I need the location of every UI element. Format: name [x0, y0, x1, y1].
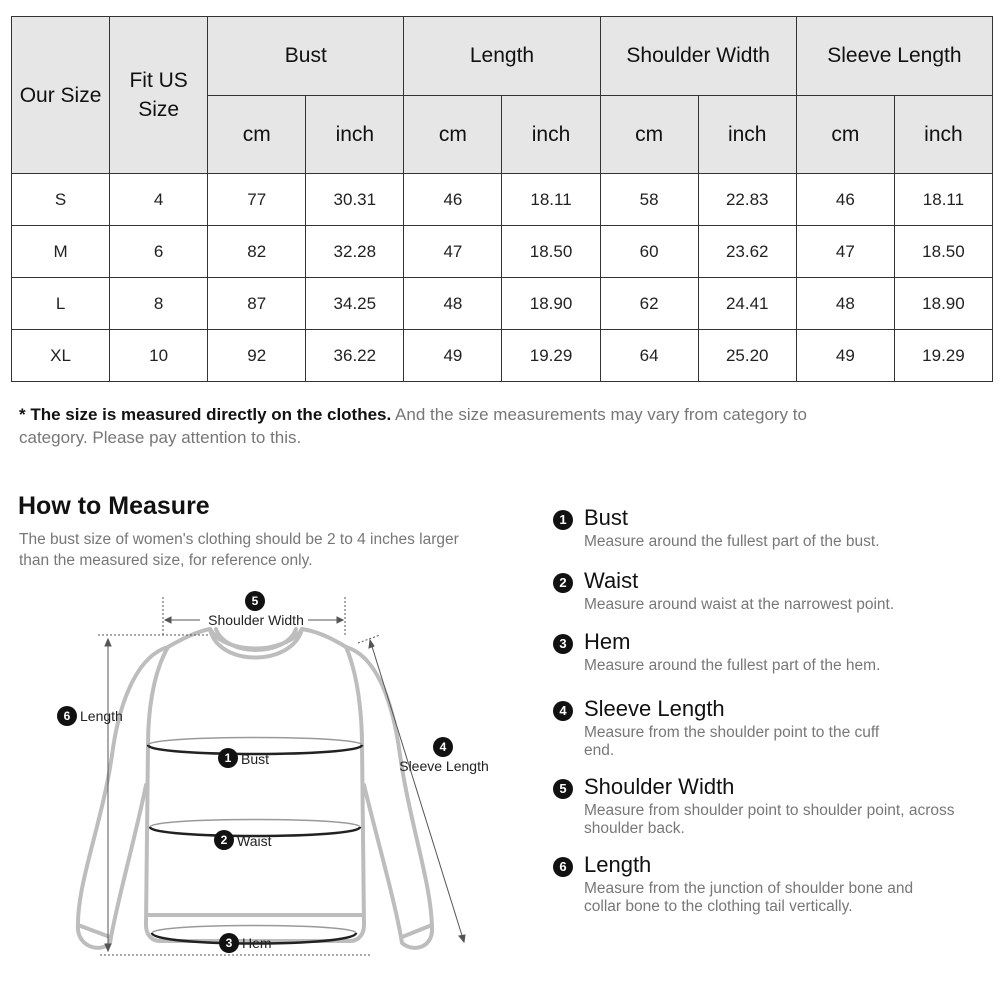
legend-title: Length: [584, 852, 652, 877]
table-cell: 92: [208, 330, 306, 382]
table-cell: 48: [796, 278, 894, 330]
label-sleeve: [399, 737, 489, 774]
table-cell: 60: [600, 226, 698, 278]
table-cell: 18.90: [894, 278, 992, 330]
label-bust: [218, 748, 269, 768]
table-cell: M: [12, 226, 110, 278]
label-shoulder: [208, 591, 304, 628]
size-note: [19, 403, 819, 449]
legend-description: Measure around waist at the narrowest point.: [584, 596, 895, 613]
sweater-measurement-diagram: [40, 585, 500, 970]
header-shoulder-width: Shoulder Width: [600, 17, 796, 96]
table-row: [12, 278, 993, 330]
table-cell: 47: [796, 226, 894, 278]
label-shoulder-number: 5: [251, 594, 259, 608]
unit-header: inch: [306, 96, 404, 174]
legend-description: Measure around the fullest part of the hem.: [584, 657, 881, 674]
label-waist-number: 2: [220, 833, 228, 847]
table-cell: 18.50: [502, 226, 600, 278]
table-cell: 18.50: [894, 226, 992, 278]
label-length-text: Length: [80, 708, 123, 724]
table-cell: 47: [404, 226, 502, 278]
sleeve-length-arrow: [358, 635, 465, 942]
how-to-measure-title: How to Measure: [18, 492, 210, 520]
table-row: [12, 330, 993, 382]
table-cell: 46: [796, 174, 894, 226]
table-cell: 25.20: [698, 330, 796, 382]
table-cell: 18.90: [502, 278, 600, 330]
table-cell: 23.62: [698, 226, 796, 278]
legend-number: 5: [553, 779, 573, 799]
header-length: Length: [404, 17, 600, 96]
size-chart-table: [11, 16, 993, 382]
table-cell: 49: [404, 330, 502, 382]
unit-header: cm: [404, 96, 502, 174]
header-our-size: Our Size: [12, 17, 110, 174]
table-cell: 36.22: [306, 330, 404, 382]
unit-header: cm: [796, 96, 894, 174]
table-cell: 58: [600, 174, 698, 226]
legend-description: Measure from the junction of shoulder bone and collar bone to the clothing tail vertically.: [584, 880, 914, 915]
table-cell: 62: [600, 278, 698, 330]
legend-number: 4: [553, 701, 573, 721]
sweater-outline: [78, 629, 432, 948]
legend-title: Sleeve Length: [584, 696, 725, 721]
table-cell: 19.29: [502, 330, 600, 382]
table-cell: 49: [796, 330, 894, 382]
legend-title: Bust: [584, 505, 629, 530]
table-cell: 46: [404, 174, 502, 226]
label-bust-number: 1: [224, 751, 232, 765]
table-cell: 10: [110, 330, 208, 382]
table-cell: 77: [208, 174, 306, 226]
label-waist-text: Waist: [237, 833, 272, 849]
legend-title: Waist: [584, 568, 639, 593]
label-hem-number: 3: [225, 936, 233, 950]
label-hem: [219, 933, 272, 953]
table-cell: L: [12, 278, 110, 330]
legend-title: Hem: [584, 629, 631, 654]
table-row: [12, 226, 993, 278]
table-cell: 87: [208, 278, 306, 330]
size-note-bold: * The size is measured directly on the clothes.: [19, 405, 392, 424]
table-cell: 34.25: [306, 278, 404, 330]
header-bust: Bust: [208, 17, 404, 96]
table-cell: 18.11: [502, 174, 600, 226]
table-cell: 82: [208, 226, 306, 278]
table-cell: 30.31: [306, 174, 404, 226]
label-shoulder-text: Shoulder Width: [208, 612, 304, 628]
unit-header: cm: [600, 96, 698, 174]
header-fit-us-size: Fit US Size: [110, 17, 208, 174]
table-cell: 48: [404, 278, 502, 330]
table-row: [12, 174, 993, 226]
legend-number: 3: [553, 634, 573, 654]
table-cell: 8: [110, 278, 208, 330]
label-length-number: 6: [63, 709, 71, 723]
table-cell: 22.83: [698, 174, 796, 226]
table-cell: XL: [12, 330, 110, 382]
legend-number: 6: [553, 857, 573, 877]
table-cell: 24.41: [698, 278, 796, 330]
label-bust-text: Bust: [241, 751, 270, 767]
table-cell: 4: [110, 174, 208, 226]
size-note-rest: And the size measurements may vary from category to category. Please pay attention to this.: [19, 405, 807, 447]
legend-title: Shoulder Width: [584, 774, 735, 799]
header-sleeve-length: Sleeve Length: [796, 17, 992, 96]
table-cell: S: [12, 174, 110, 226]
label-hem-text: Hem: [242, 935, 272, 951]
table-cell: 19.29: [894, 330, 992, 382]
legend-description: Measure from shoulder point to shoulder point, across shoulder back.: [584, 802, 955, 837]
table-cell: 32.28: [306, 226, 404, 278]
legend-number: 2: [553, 573, 573, 593]
unit-header: inch: [894, 96, 992, 174]
legend-description: Measure around the fullest part of the bust.: [584, 533, 880, 550]
legend-description: Measure from the shoulder point to the cuff end.: [584, 724, 880, 759]
label-sleeve-number: 4: [439, 740, 447, 754]
table-cell: 64: [600, 330, 698, 382]
unit-header: inch: [698, 96, 796, 174]
table-cell: 6: [110, 226, 208, 278]
unit-header: cm: [208, 96, 306, 174]
legend-number: 1: [553, 510, 573, 530]
how-to-measure-description: The bust size of women's clothing should be 2 to 4 inches larger than the measured size, for reference only.: [19, 531, 459, 569]
label-sleeve-text: Sleeve Length: [399, 758, 489, 774]
unit-header: inch: [502, 96, 600, 174]
label-waist: [214, 830, 272, 850]
table-cell: 18.11: [894, 174, 992, 226]
label-length: [57, 706, 123, 726]
guide-lines: [98, 597, 370, 955]
